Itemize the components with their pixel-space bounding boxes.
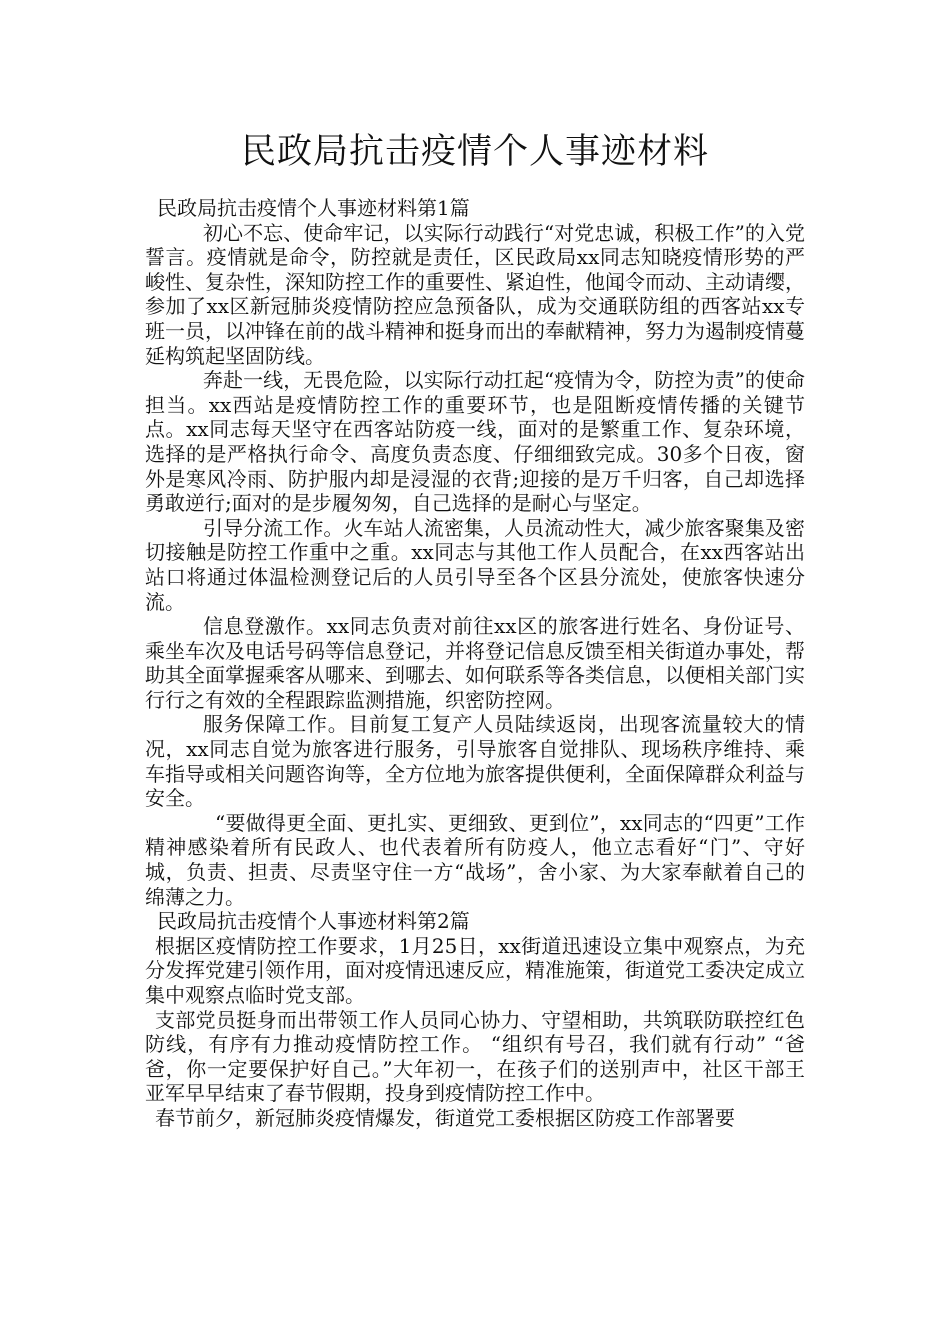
paragraph: 信息登激作。xx同志负责对前往xx区的旅客进行姓名、身份证号、乘坐车次及电话号码等信息登记，并将登记信息反馈至相关街道办事处，帮助其全面掌握乘客从哪来、到哪去、如何联系等各类信息，以便相关部门实行行之有效的全程跟踪监测措施，织密防控网。 bbox=[145, 614, 805, 712]
paragraph: 初心不忘、使命牢记，以实际行动践行“对党忠诚，积极工作”的入党誓言。疫情就是命令，防控就是责任，区民政局xx同志知晓疫情形势的严峻性、复杂性，深知防控工作的重要性、紧迫性，他闻令而动、主动请缨，参加了xx区新冠肺炎疫情防控应急预备队，成为交通联防组的西客站xx专班一员，以冲锋在前的战斗精神和挺身而出的奉献精神，努力为遏制疫情蔓延构筑起坚固防线。 bbox=[145, 220, 805, 368]
paragraph: 支部党员挺身而出带领工作人员同心协力、守望相助，共筑联防联控红色防线，有序有力推动疫情防控工作。 “组织有号召，我们就有行动” “爸爸，你一定要保护好自己。”大年初一，在孩子们的送别声中，社区干部王亚军早早结束了春节假期，投身到疫情防控工作中。 bbox=[145, 1007, 805, 1106]
paragraph: 根据区疫情防控工作要求，1月25日，xx街道迅速设立集中观察点，为充分发挥党建引领作用，面对疫情迅速反应，精准施策，街道党工委决定成立集中观察点临时党支部。 bbox=[145, 933, 805, 1007]
paragraph: 奔赴一线，无畏危险，以实际行动扛起“疫情为令，防控为责”的使命担当。xx西站是疫情防控工作的重要环节，也是阻断疫情传播的关键节点。xx同志每天坚守在西客站防疫一线，面对的是繁重工作、复杂环境，选择的是严格执行命令、高度负责态度、仔细细致完成。30多个日夜，窗外是寒风冷雨、防护服内却是浸湿的衣背;迎接的是万千归客，自己却选择勇敢逆行;面对的是步履匆匆，自己选择的是耐心与坚定。 bbox=[145, 368, 805, 516]
paragraph: “要做得更全面、更扎实、更细致、更到位”，xx同志的“四更”工作精神感染着所有民政人、也代表着所有防疫人，他立志看好“门”、守好城，负责、担责、尽责坚守住一方“战场”，舍小家、为大家奉献着自己的绵薄之力。 bbox=[145, 810, 805, 909]
paragraph: 服务保障工作。目前复工复产人员陆续返岗，出现客流量较大的情况，xx同志自觉为旅客进行服务，引导旅客自觉排队、现场秩序维持、乘车指导或相关问题咨询等，全方位地为旅客提供便利，全面保障群众利益与安全。 bbox=[145, 712, 805, 811]
section-heading-1: 民政局抗击疫情个人事迹材料第1篇 bbox=[157, 196, 470, 220]
document-title: 民政局抗击疫情个人事迹材料 bbox=[240, 132, 709, 172]
paragraph: 春节前夕，新冠肺炎疫情爆发，街道党工委根据区防疫工作部署要 bbox=[155, 1105, 735, 1130]
section-heading-2: 民政局抗击疫情个人事迹材料第2篇 bbox=[157, 909, 470, 934]
paragraph: 引导分流工作。火车站人流密集，人员流动性大，减少旅客聚集及密切接触是防控工作重中之重。xx同志与其他工作人员配合，在xx西客站出站口将通过体温检测登记后的人员引导至各个区县分流处，使旅客快速分流。 bbox=[145, 515, 805, 614]
document-body bbox=[145, 196, 805, 1131]
